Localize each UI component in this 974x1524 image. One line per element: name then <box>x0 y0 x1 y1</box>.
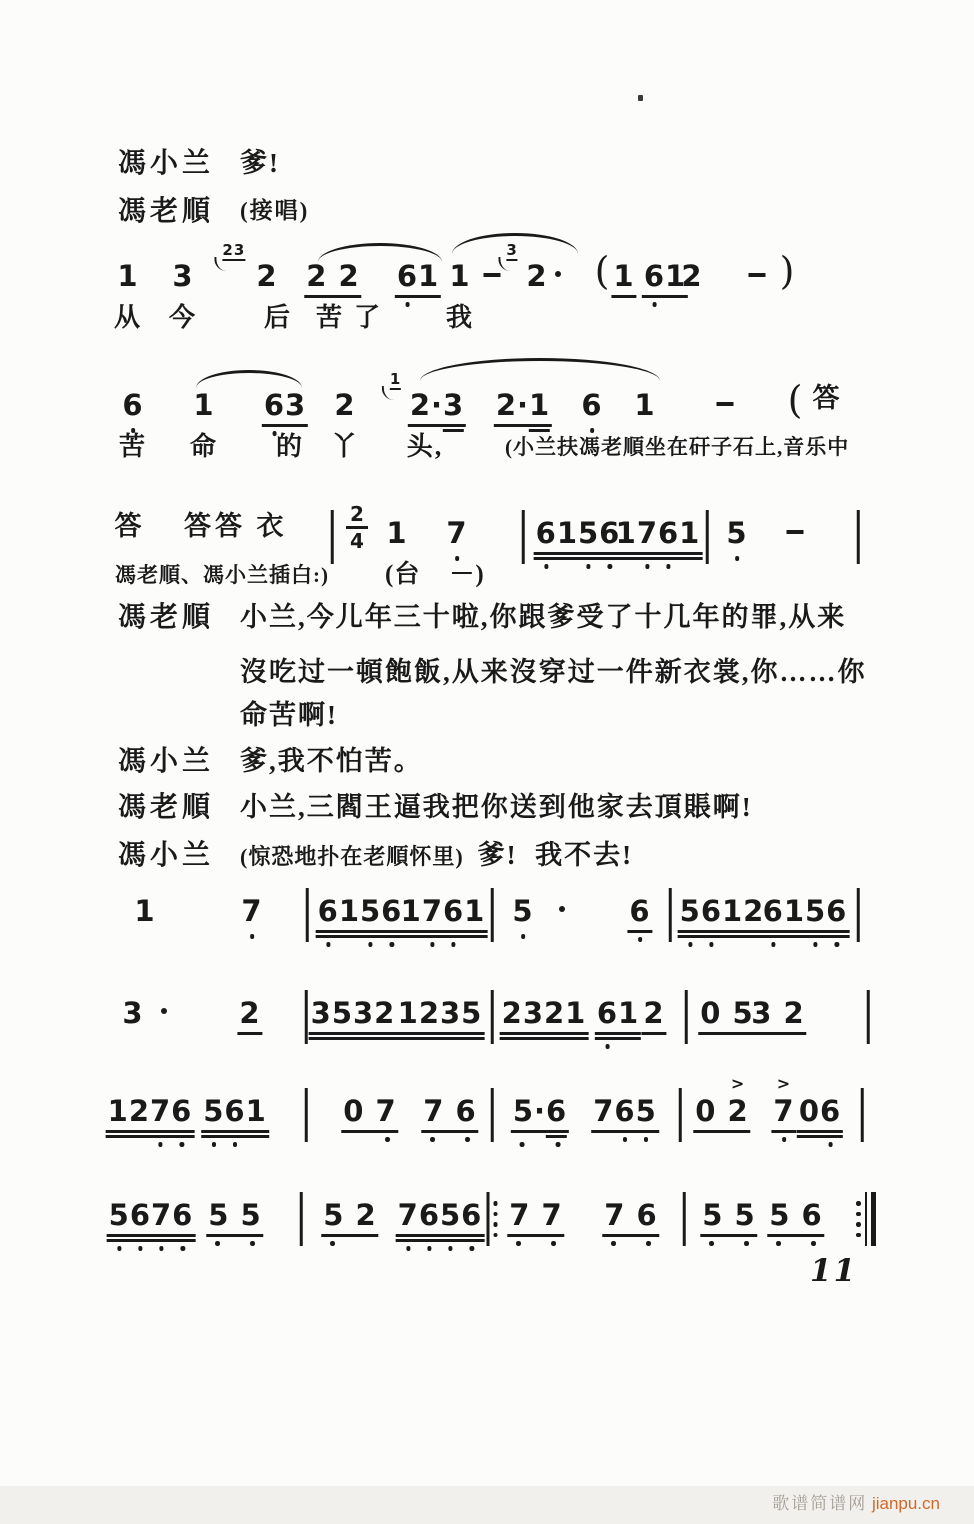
beam-underline <box>262 424 308 427</box>
note-token: 2·1 <box>496 388 550 422</box>
note-token: 61 <box>597 996 639 1030</box>
beam-underline <box>304 295 361 298</box>
parenthesis: ( <box>594 249 610 293</box>
barline <box>305 990 308 1044</box>
barline <box>300 1192 303 1246</box>
watermark <box>772 1494 940 1514</box>
octave-dot <box>645 564 650 569</box>
octave-dot <box>427 1246 432 1251</box>
repeat-dots <box>856 1201 861 1237</box>
page-number: 11 <box>810 1253 858 1289</box>
lyric-text: 苦 <box>315 303 345 332</box>
beam-underline <box>395 295 441 298</box>
beam-underline <box>201 1130 269 1133</box>
speaker-name: 馮小兰 <box>118 838 215 871</box>
time-signature-denominator: 4 <box>350 528 364 553</box>
octave-dot <box>465 1137 470 1142</box>
music-system <box>0 243 974 365</box>
speaker-name: 馮小兰 <box>118 744 215 777</box>
dialogue-text: 命苦啊! <box>240 700 338 730</box>
beam-underline <box>396 1239 485 1242</box>
speaker-name: 馮小兰 <box>118 146 215 179</box>
note-token: 3 <box>122 996 144 1030</box>
octave-dot <box>451 942 456 947</box>
beam-underline <box>507 1234 564 1237</box>
note-token: 5612 <box>680 894 765 928</box>
barline <box>491 1088 494 1142</box>
note-token: 7 <box>241 894 262 928</box>
octave-dot <box>138 1246 143 1251</box>
parenthesis: ) <box>779 249 795 293</box>
note-token: 765 <box>593 1094 657 1128</box>
octave-dot <box>385 1137 390 1142</box>
augmentation-dot <box>161 1008 167 1014</box>
grace-tie <box>498 257 510 271</box>
beam-underline <box>408 424 466 427</box>
note-token: 5 2 <box>323 1198 376 1232</box>
barline <box>331 510 334 564</box>
dash-rest <box>787 530 804 534</box>
note-token: 5 6 <box>769 1198 822 1232</box>
octave-dot <box>212 1142 217 1147</box>
octave-dot <box>368 942 373 947</box>
beam-underline <box>797 1130 843 1133</box>
note-token: 2 <box>681 259 703 293</box>
note-token: 6 <box>581 388 602 422</box>
grace-tie <box>214 257 226 271</box>
beam-underline <box>698 1032 755 1035</box>
octave-dot <box>688 942 693 947</box>
parenthesis: ( <box>787 378 803 422</box>
beam-underline <box>494 424 552 427</box>
octave-dot <box>586 564 591 569</box>
music-system <box>0 980 974 1085</box>
beam-underline <box>627 930 652 933</box>
music-system <box>0 1074 974 1188</box>
lyric-text: (小兰扶馮老順坐在矸子石上,音乐中 <box>505 435 850 459</box>
octave-dot <box>666 564 671 569</box>
repeat-end <box>856 1192 876 1246</box>
octave-dot <box>782 1137 787 1142</box>
octave-dot <box>448 1246 453 1251</box>
octave-dot <box>652 302 657 307</box>
note-token: 2 2 <box>306 259 359 293</box>
octave-dot <box>181 1246 186 1251</box>
octave-dot <box>544 564 549 569</box>
octave-dot <box>406 1246 411 1251</box>
octave-dot <box>646 1241 651 1246</box>
note-token: 61 <box>644 259 686 293</box>
note-token: 61 <box>397 259 439 293</box>
beam-underline <box>700 1234 757 1237</box>
beam-underline <box>396 1037 485 1040</box>
note-token: 1 <box>634 388 656 422</box>
note-token: 2321 <box>502 996 587 1030</box>
beam-underline <box>321 1234 378 1237</box>
note-token: 2 3 <box>526 259 547 293</box>
dialogue-text: 小兰,三閻王逼我把你送到他家去頂賬啊! <box>240 792 753 822</box>
barline <box>491 990 494 1044</box>
barline <box>669 888 672 942</box>
beam-underline <box>421 1130 478 1133</box>
note-token: 6 <box>122 388 143 422</box>
barline <box>683 1192 686 1246</box>
beam-underline <box>534 552 623 555</box>
note-token: 2·3 1 <box>410 388 464 422</box>
note-token: 561 <box>203 1094 267 1128</box>
lyric-text: 命 <box>189 432 219 461</box>
beam-underline <box>316 930 405 933</box>
barline <box>305 1088 308 1142</box>
beam-underline <box>107 1239 196 1242</box>
beam-underline <box>642 295 688 298</box>
beam-underline <box>399 930 488 933</box>
time-signature-numerator: 2 <box>350 502 364 526</box>
beam-underline <box>761 935 850 938</box>
octave-dot <box>215 1241 220 1246</box>
note-token: 1 <box>117 259 139 293</box>
time-signature <box>346 504 368 551</box>
music-system <box>0 878 974 988</box>
octave-dot <box>709 1241 714 1246</box>
beam-underline <box>591 1130 659 1133</box>
octave-dot <box>551 1241 556 1246</box>
octave-dot <box>771 942 776 947</box>
grace-note: 1 <box>390 372 401 390</box>
octave-dot <box>233 1142 238 1147</box>
note-token: 3 2 <box>751 996 804 1030</box>
watermark-domain: jianpu.cn <box>871 1494 940 1513</box>
octave-dot <box>180 1142 185 1147</box>
repeat-dots <box>493 1201 498 1237</box>
lyric-text: 了 <box>353 303 383 332</box>
grace-note: 23 <box>222 243 245 261</box>
beam-underline <box>693 1130 750 1133</box>
beam-underline <box>399 935 488 938</box>
note-token: 1 <box>613 259 634 293</box>
speaker-name: 馮老順 <box>118 194 215 227</box>
octave-dot <box>521 934 526 939</box>
note-token: 1 <box>134 894 156 928</box>
barline <box>306 888 309 942</box>
dialogue-text: 小兰,今儿年三十啦,你跟爹受了十几年的罪,从来 <box>240 602 847 632</box>
partial-underline <box>545 1135 567 1138</box>
note-token: 2 <box>239 996 260 1030</box>
octave-dot <box>470 1246 475 1251</box>
note-token: 2 23 <box>256 259 277 293</box>
lyric-text: (台 －) <box>385 561 485 588</box>
octave-dot <box>250 934 255 939</box>
beam-underline <box>107 1234 196 1237</box>
note-token: 5676 <box>109 1198 194 1232</box>
lyric-text: 后 <box>263 303 293 332</box>
beam-underline <box>500 1032 589 1035</box>
music-system <box>0 500 974 618</box>
lyric-text: 我 <box>445 303 475 332</box>
barline <box>706 510 709 564</box>
beam-underline <box>595 1032 641 1035</box>
grace-tie <box>382 386 394 400</box>
beam-underline <box>511 1130 569 1133</box>
barline <box>491 888 494 942</box>
beam-underline <box>309 1037 398 1040</box>
note-token: 5 <box>726 516 747 550</box>
barline <box>857 888 860 942</box>
octave-dot <box>611 1241 616 1246</box>
accent-mark: > <box>776 1074 792 1093</box>
lyric-text: 头, <box>406 432 444 461</box>
note-token: 0 7 <box>343 1094 396 1128</box>
barline <box>679 1088 682 1142</box>
octave-dot <box>608 564 613 569</box>
note-token: 2 <box>643 996 664 1030</box>
beam-underline <box>614 552 703 555</box>
note-token: 6156 <box>318 894 403 928</box>
dialogue-text: 爹,我不怕苦。 <box>240 746 423 776</box>
sung-syllable: 答 <box>812 383 844 413</box>
repeat-begin <box>487 1192 498 1246</box>
beam-underline <box>396 1234 485 1237</box>
octave-dot <box>828 1142 833 1147</box>
beam-underline <box>614 557 703 560</box>
lyric-text: 今 <box>168 303 198 332</box>
beam-underline <box>771 1130 796 1133</box>
octave-dot <box>516 1241 521 1246</box>
watermark-site-name: 歌谱简谱网 <box>772 1494 868 1513</box>
note-token: 2 <box>334 388 356 422</box>
lyric-text: 从 <box>113 303 143 332</box>
barline <box>685 990 688 1044</box>
octave-dot <box>158 1142 163 1147</box>
sung-syllable: 答答 <box>184 511 246 541</box>
octave-dot <box>776 1241 781 1246</box>
accent-mark: > <box>730 1074 746 1093</box>
speaker-name: 馮老順 <box>118 600 215 633</box>
beam-underline <box>602 1234 659 1237</box>
note-token: 7 6 <box>604 1198 657 1232</box>
scan-speck <box>638 95 643 101</box>
octave-dot <box>390 942 395 947</box>
note-token: 1 <box>386 516 408 550</box>
note-token: 5 5 <box>208 1198 261 1232</box>
dialogue-text: (接唱) <box>240 198 310 223</box>
beam-underline <box>341 1130 398 1133</box>
beam-underline <box>316 935 405 938</box>
octave-dot <box>117 1246 122 1251</box>
partial-underline <box>442 429 464 432</box>
note-token: 5 <box>512 894 533 928</box>
barline <box>867 990 870 1044</box>
note-token: 0 2 > <box>695 1094 748 1128</box>
note-token: 7 7 <box>509 1198 562 1232</box>
beam-underline <box>309 1032 398 1035</box>
note-token: 63 <box>264 388 306 422</box>
octave-dot <box>644 1137 649 1142</box>
barline <box>857 510 860 564</box>
octave-dot <box>744 1241 749 1246</box>
note-token: 7656 <box>398 1198 483 1232</box>
beam-underline <box>761 930 850 933</box>
lyric-text: 馮老順、馮小兰插白:) <box>115 563 329 587</box>
octave-dot <box>638 937 643 942</box>
dash-rest <box>749 273 766 277</box>
note-token: 1761 <box>616 516 701 550</box>
note-token: 6 <box>629 894 650 928</box>
beam-underline <box>611 295 636 298</box>
octave-dot <box>250 1241 255 1246</box>
octave-dot <box>735 556 740 561</box>
note-token: 5·6 <box>513 1094 567 1128</box>
octave-dot <box>813 942 818 947</box>
note-token: 1235 <box>398 996 483 1030</box>
octave-dot <box>623 1137 628 1142</box>
beam-underline <box>767 1234 824 1237</box>
octave-dot <box>835 942 840 947</box>
lyric-text: 苦 <box>118 432 148 461</box>
dash-rest <box>717 402 734 406</box>
octave-dot <box>556 1142 561 1147</box>
sung-syllable: 衣 <box>256 511 288 541</box>
dialogue-text: 爹! <box>240 148 280 178</box>
octave-dot <box>326 942 331 947</box>
lyric-text: 的 <box>275 432 305 461</box>
note-token: 3 <box>172 259 194 293</box>
note-token: 06 <box>799 1094 841 1128</box>
lyric-text: 丫 <box>330 432 360 461</box>
note-token: 7 > <box>773 1094 794 1128</box>
beam-underline <box>237 1032 262 1035</box>
augmentation-dot <box>559 906 565 912</box>
octave-dot <box>709 942 714 947</box>
beam-underline <box>678 930 767 933</box>
dialogue-text: (惊恐地扑在老順怀里) 爹! 我不去! <box>240 840 634 870</box>
note-token: 5 5 <box>702 1198 755 1232</box>
octave-dot <box>811 1241 816 1246</box>
sung-syllable: 答 <box>114 511 146 541</box>
beam-underline <box>749 1032 806 1035</box>
beam-underline <box>201 1135 269 1138</box>
barline <box>861 1088 864 1142</box>
augmentation-dot <box>555 271 561 277</box>
beam-underline <box>641 1032 666 1035</box>
beam-underline <box>106 1130 195 1133</box>
note-token: 1 <box>193 388 215 422</box>
note-token: 7 6 <box>423 1094 476 1128</box>
barline <box>522 510 525 564</box>
octave-dot <box>405 302 410 307</box>
beam-underline <box>396 1032 485 1035</box>
slur-arc <box>318 243 442 262</box>
octave-dot <box>520 1142 525 1147</box>
speaker-name: 馮老順 <box>118 790 215 823</box>
octave-dot <box>430 942 435 947</box>
note-token: 6156 <box>763 894 848 928</box>
grace-note: 3 <box>506 243 517 261</box>
beam-underline <box>678 935 767 938</box>
note-token: 1761 <box>401 894 486 928</box>
music-system <box>0 372 974 498</box>
beam-underline <box>206 1234 263 1237</box>
dash-rest <box>484 273 501 277</box>
note-token: 1276 <box>108 1094 193 1128</box>
note-token: 3532 <box>311 996 396 1030</box>
octave-dot <box>605 1044 610 1049</box>
stage-direction: (惊恐地扑在老順怀里) <box>240 844 464 869</box>
dialogue-text: 沒吃过一頓飽飯,从来沒穿过一件新衣裳,你……你 <box>240 657 867 687</box>
note-token: 7 <box>446 516 467 550</box>
slur-arc <box>452 233 578 254</box>
note-token: 6156 <box>536 516 621 550</box>
note-token: 1 <box>449 259 471 293</box>
beam-underline <box>534 557 623 560</box>
octave-dot <box>330 1241 335 1246</box>
beam-underline <box>595 1037 641 1040</box>
octave-dot <box>430 1137 435 1142</box>
note-token: 0 5 <box>700 996 753 1030</box>
beam-underline <box>106 1135 195 1138</box>
octave-dot <box>159 1246 164 1251</box>
beam-underline <box>797 1135 843 1138</box>
beam-underline <box>500 1037 589 1040</box>
slur-arc <box>196 370 302 388</box>
